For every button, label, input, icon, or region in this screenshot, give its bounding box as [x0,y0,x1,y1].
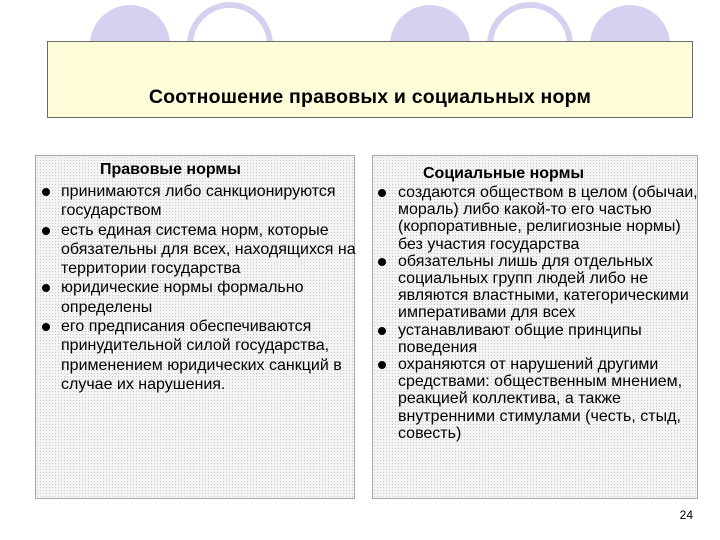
list-item-text: устанавливают общие принципы поведения [398,321,642,356]
legal-norms-list [36,182,356,394]
bullet-icon [42,188,50,196]
list-item-text: создаются обществом в целом (обычаи, мораль) либо какой-то его частью (корпоративные, религиозные нормы) без участия государства [398,184,698,253]
title-box [47,41,693,118]
list-item-text: принимаются либо санкционируются государством [61,183,336,220]
social-norms-list [373,184,699,442]
bullet-icon [378,189,386,197]
slide-title: Соотношение правовых и социальных норм [148,86,592,108]
page-number: 24 [679,508,693,522]
list-item [373,356,699,442]
list-item-text: юридические нормы формально определены [61,279,304,316]
list-item [36,317,356,394]
list-item [36,182,356,221]
social-norms-panel [372,155,698,499]
list-item [373,322,699,356]
bullet-icon [378,361,386,369]
list-item [373,184,699,253]
bullet-icon [378,327,386,335]
list-item [36,221,356,279]
bullet-icon [378,258,386,266]
list-item [373,253,699,322]
bullet-icon [42,323,50,331]
legal-norms-panel [35,155,355,499]
list-item-text: обязательны лишь для отдельных социальных групп людей либо не являются властными, категорическими императивами для всех [398,252,689,322]
legal-norms-heading: Правовые нормы [100,161,241,178]
list-item [36,278,356,317]
bullet-icon [42,284,50,292]
list-item-text: охраняются от нарушений другими средствами: общественным мнением, реакцией коллектива, а также внутренними стимулами (честь, стыд, совесть) [398,356,683,442]
list-item-text: есть единая система норм, которые обязательны для всех, находящихся на территории государства [61,221,356,278]
social-norms-heading: Социальные нормы [423,165,585,182]
list-item-text: его предписания обеспечиваются принудительной силой государства, применением юридических санкций в случае их нарушения. [61,318,342,393]
bullet-icon [42,227,50,235]
